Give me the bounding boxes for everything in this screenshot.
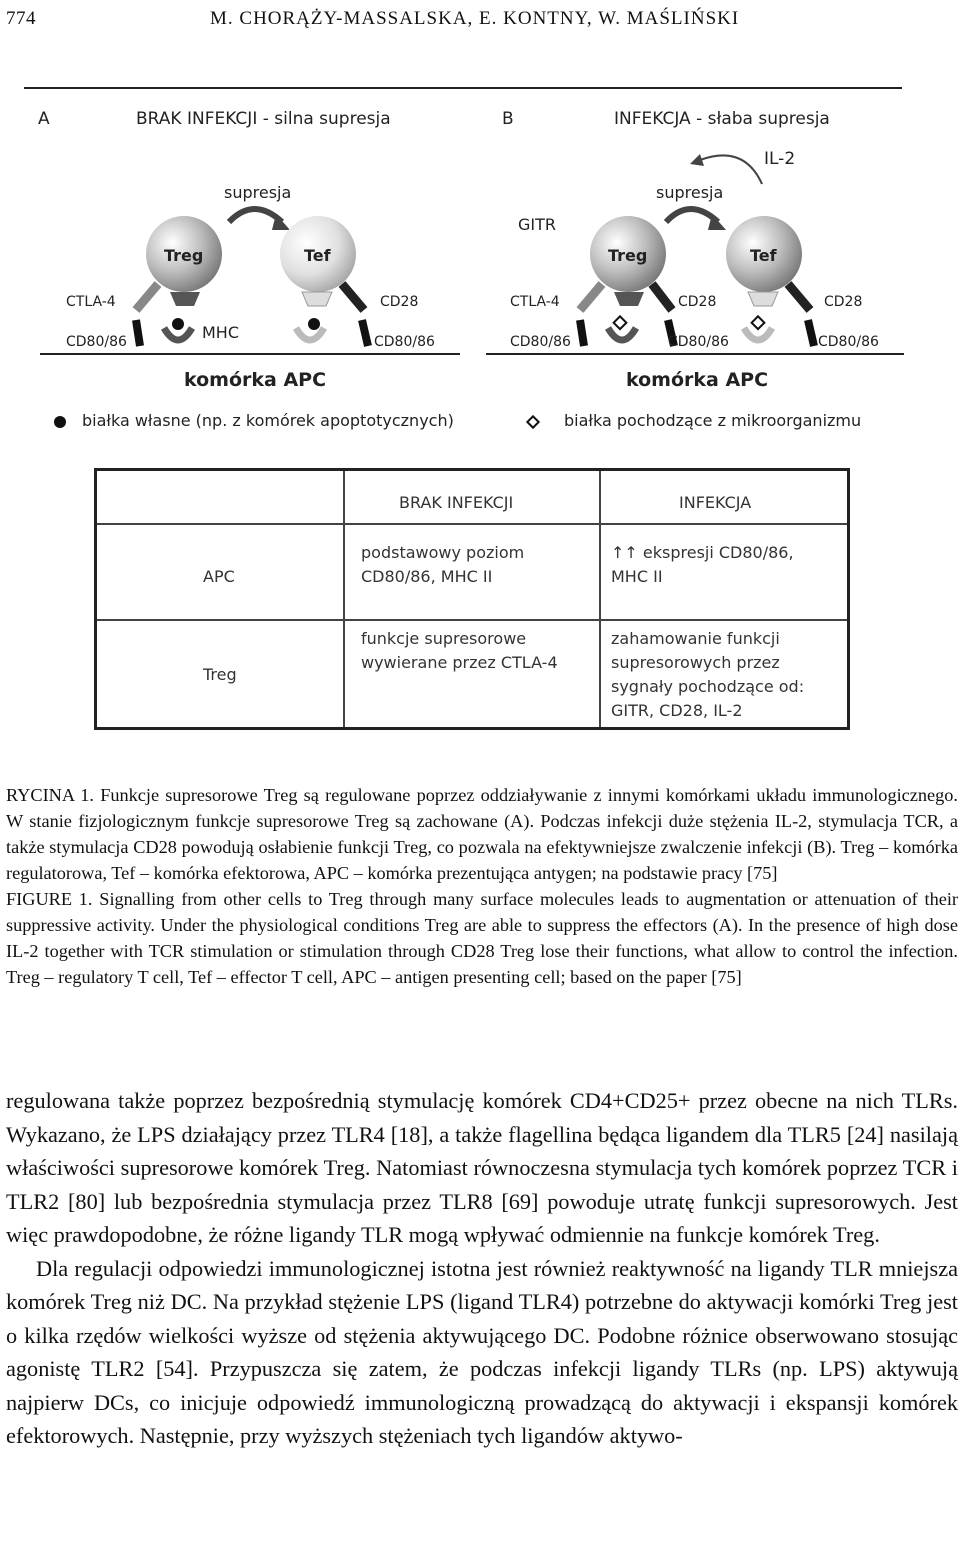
table-divider <box>97 523 847 525</box>
panel-a-suppression-arrow <box>229 209 282 222</box>
panel-b-microbe-antigen-2 <box>752 316 765 329</box>
panel-a-title: BRAK INFEKCJI - silna supresja <box>136 109 391 129</box>
table-cell-apc-no-infection <box>361 541 593 589</box>
figure-summary-table <box>94 468 850 730</box>
cell-line: podstawowy poziom <box>361 543 525 562</box>
panel-a-cd28-label: CD28 <box>380 294 419 310</box>
panel-b-supresja-label: supresja <box>656 183 724 202</box>
panel-b-treg-cd28 <box>652 284 672 310</box>
panel-b-tef-label: Tef <box>750 246 777 265</box>
panel-a-mhc-right <box>296 328 324 340</box>
panel-b-il2-arrow-head <box>690 154 704 166</box>
cell-line: supresorowych przez <box>611 653 780 672</box>
panel-a-cd80-left <box>136 320 140 346</box>
figure-svg <box>24 84 904 444</box>
figure-cell-diagram <box>24 84 904 444</box>
panel-b-suppression-arrow <box>666 209 718 222</box>
panel-b-ctla4-label: CTLA-4 <box>510 294 560 310</box>
panel-b-cd80-2-label: CD80/86 <box>668 334 729 350</box>
panel-b-gitr-label: GITR <box>518 215 557 234</box>
running-header <box>0 4 960 34</box>
panel-a-supresja-label: supresja <box>224 183 292 202</box>
panel-b-cd80-1-label: CD80/86 <box>510 334 571 350</box>
table-divider <box>343 471 345 727</box>
panel-a-ctla4-receptor <box>136 284 158 310</box>
cell-line: wywierane przez CTLA-4 <box>361 653 558 672</box>
legend-self-protein-marker <box>54 416 66 428</box>
legend-self-protein-label: białka własne (np. z komórek apoptotycznych) <box>82 411 454 430</box>
table-divider <box>97 619 847 621</box>
panel-a-treg-label: Treg <box>164 246 204 265</box>
cell-line: GITR, CD28, IL-2 <box>611 701 743 720</box>
panel-b-cd80-3-label: CD80/86 <box>818 334 879 350</box>
figure-caption <box>6 782 958 990</box>
panel-b-il2-label: IL-2 <box>764 149 796 169</box>
cell-line: funkcje supresorowe <box>361 629 527 648</box>
panel-b-ctla4-receptor <box>580 284 602 310</box>
panel-a-ctla4-label: CTLA-4 <box>66 294 116 310</box>
panel-a-cd28-receptor <box>342 284 364 310</box>
body-paragraph-1: regulowana także poprzez bezpośrednią stymulację komórek CD4+CD25+ przez obecne na nich TLRs. Wykazano, że LPS działający przez TLR4 [18], a także flagellina będąca ligandem dla TLR5 [24] nasilają właściwości supresorowe komórek Treg. Natomiast równoczesna stymulacja tych komórek poprzez TCR i TLR2 [80] lub bezpośrednia stymulacja przez TLR8 [69] powoduje utratę funkcji supresorowych. Jest więc prawdopodobne, że różne ligandy TLR mogą wpływać odmiennie na funkcje komórek Treg. <box>6 1088 958 1247</box>
panel-a-cd80-left-label: CD80/86 <box>66 334 127 350</box>
legend-microbe-protein-label: białka pochodzące z mikroorganizmu <box>564 411 862 430</box>
panel-b-cd80-3 <box>808 320 814 346</box>
panel-b-treg-label: Treg <box>608 246 648 265</box>
cell-line: MHC II <box>611 567 663 586</box>
panel-a-cd80-right-label: CD80/86 <box>374 334 435 350</box>
table-row-label-apc: APC <box>203 567 235 586</box>
table-cell-treg-infection <box>611 627 843 723</box>
panel-a-mhc-label: MHC <box>202 323 240 342</box>
figure-table-grid <box>97 471 847 727</box>
panel-b-letter: B <box>502 109 514 129</box>
panel-a-tef-tcr <box>302 292 332 306</box>
table-header-infection: INFEKCJA <box>679 493 752 512</box>
caption-polish: RYCINA 1. Funkcje supresorowe Treg są regulowane poprzez oddziaływanie z innymi komórkami układu immunologicznego. W stanie fizjologicznym funkcje supresorowe Treg są zachowane (A). Podczas infekcji duże stężenia IL-2, stymulacja TCR, a także stymulacja CD28 powodują osłabienie funkcji Treg, co pozwala na efektywniejsze zwalczenie infekcji (B). Treg – komórka regulatorowa, Tef – komórka efektorowa, APC – komórka prezentująca antygen; na podstawie pracy [75] <box>6 785 958 883</box>
panel-a-apc-label: komórka APC <box>184 369 327 391</box>
panel-b-tef-tcr <box>748 292 778 306</box>
panel-b-cd28-mid-label: CD28 <box>678 294 717 310</box>
table-divider <box>599 471 601 727</box>
running-header-authors: M. CHORĄŻY-MASSALSKA, E. KONTNY, W. MAŚLIŃSKI <box>210 8 740 29</box>
panel-b-microbe-antigen-1 <box>614 316 627 329</box>
panel-b-cd80-1 <box>580 320 584 346</box>
table-row-label-treg: Treg <box>203 665 237 684</box>
panel-a-treg-tcr <box>170 292 200 306</box>
panel-a-tef-label: Tef <box>304 246 331 265</box>
panel-b-treg-tcr <box>614 292 644 306</box>
cell-line: CD80/86, MHC II <box>361 567 493 586</box>
page-number: 774 <box>6 8 36 29</box>
body-paragraph-2: Dla regulacji odpowiedzi immunologicznej istotna jest również reaktywność na ligandy TLR mniejsza komórek Treg niż DC. Na przykład stężenie LPS (ligand TLR4) potrzebne do aktywacji komórki Treg jest o kilka rzędów wielkości wyższe od stężenia aktywującego DC. Podobne różnice obserwowano stosując agonistę TLR2 [54]. Przypuszcza się zatem, że podczas infekcji ligandy TLRs (np. LPS) aktywują najpierw DCs, co inicjuje odpowiedź immunologiczną prowadzącą do aktywacji i ekspansji komórek efektorowych. Następnie, przy wyższych stężeniach tych ligandów aktywo- <box>6 1255 958 1448</box>
panel-b-cd28-right-label: CD28 <box>824 294 863 310</box>
panel-b-il2-arrow <box>700 155 762 184</box>
article-body <box>6 1084 958 1453</box>
cell-line: sygnały pochodzące od: <box>611 677 805 696</box>
cell-line: zahamowanie funkcji <box>611 629 780 648</box>
panel-a-letter: A <box>38 109 50 129</box>
panel-a-self-antigen-left <box>172 318 184 330</box>
panel-b-mhc-1 <box>608 328 636 340</box>
cell-line: ↑↑ ekspresji CD80/86, <box>611 543 794 562</box>
panel-a-cd80-right <box>362 320 368 346</box>
panel-a-self-antigen-right <box>308 318 320 330</box>
caption-english: FIGURE 1. Signalling from other cells to Treg through many surface molecules leads to augmentation or attenuation of their suppressive activity. Under the physiological conditions Treg are able to suppress the effectors (A). In the presence of high dose IL-2 together with TCR stimulation or stimulation through CD28 Treg lose their functions, what allow to control the infection. Treg – regulatory T cell, Tef – effector T cell, APC – antigen presenting cell; based on the paper [75] <box>6 889 958 987</box>
panel-b-apc-label: komórka APC <box>626 369 769 391</box>
table-cell-treg-no-infection <box>361 627 593 675</box>
legend-microbe-protein-marker <box>527 416 538 427</box>
panel-b-tef-cd28 <box>788 284 810 310</box>
panel-b-title: INFEKCJA - słaba supresja <box>614 109 830 129</box>
table-header-no-infection: BRAK INFEKCJI <box>399 493 514 512</box>
table-cell-apc-infection <box>611 541 843 589</box>
